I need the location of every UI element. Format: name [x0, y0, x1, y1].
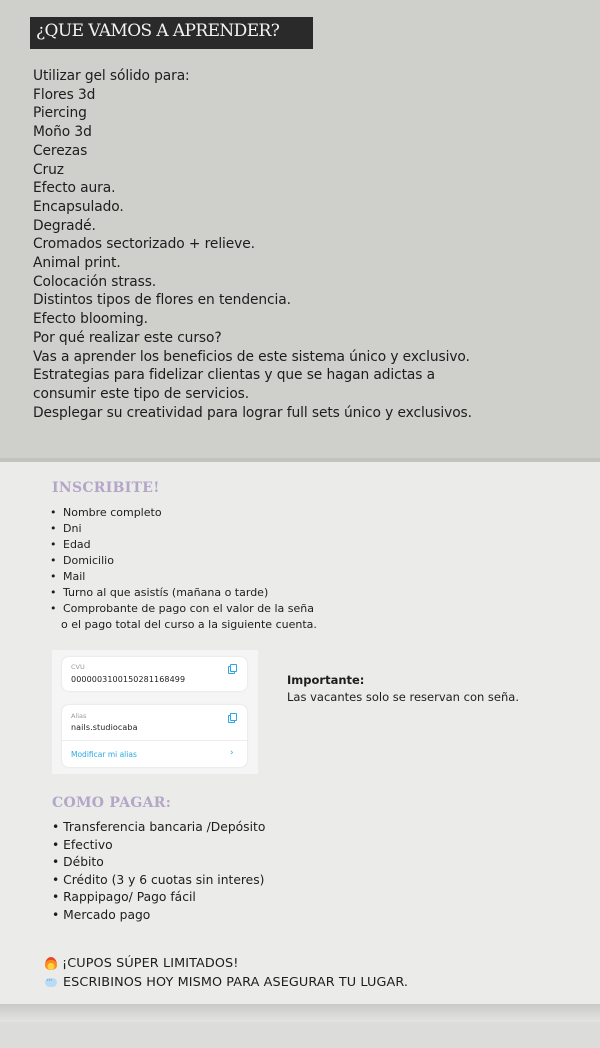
topic-line: Efecto aura.	[33, 180, 116, 197]
list-item-text: Mail	[63, 570, 86, 583]
chevron-right-icon[interactable]: ›	[230, 748, 234, 758]
bullet-icon: •	[50, 554, 57, 567]
speech-bubble-icon	[45, 978, 57, 987]
topic-line: Cerezas	[33, 142, 88, 159]
topic-line: Cruz	[33, 161, 64, 178]
topic-line: consumir este tipo de servicios.	[33, 385, 250, 402]
topic-line: Utilizar gel sólido para:	[33, 68, 190, 84]
important-title: Importante:	[287, 673, 365, 687]
topic-line: Animal print.	[33, 255, 121, 272]
topic-line: Degradé.	[33, 217, 96, 234]
alias-label: Alias	[71, 712, 87, 720]
cta-line	[45, 954, 408, 973]
topic-line: Por qué realizar este curso?	[33, 329, 222, 346]
modify-alias-link[interactable]: Modificar mi alias	[71, 750, 137, 759]
inscribite-heading: INSCRIBITE!	[52, 480, 160, 496]
footer-strip	[0, 1022, 600, 1048]
list-item: • Crédito (3 y 6 cuotas sin interes)	[52, 872, 265, 887]
alias-value: nails.studiocaba	[71, 723, 138, 732]
bullet-icon: •	[50, 538, 57, 551]
topic-line: Flores 3d	[33, 86, 96, 103]
topic-line: Cromados sectorizado + relieve.	[33, 236, 255, 253]
list-item-text: Turno al que asistís (mañana o tarde)	[63, 586, 269, 599]
list-item-text: Domicilio	[63, 554, 114, 567]
list-item	[50, 505, 317, 521]
list-item: • Mercado pago	[52, 907, 151, 922]
list-item-text: Dni	[63, 522, 82, 535]
topic-line: Piercing	[33, 105, 87, 122]
cta-text: ESCRIBINOS HOY MISMO PARA ASEGURAR TU LUGAR.	[63, 975, 409, 990]
list-item-text: Edad	[63, 538, 91, 551]
cvu-card	[62, 657, 247, 691]
topic-line: Moño 3d	[33, 124, 92, 141]
topic-line: Distintos tipos de flores en tendencia.	[33, 292, 291, 309]
cta-text: ¡CUPOS SÚPER LIMITADOS!	[62, 956, 239, 971]
list-item	[50, 537, 317, 553]
topic-line: Vas a aprender los beneficios de este sistema único y exclusivo.	[33, 348, 470, 365]
cta-line	[45, 973, 408, 992]
list-item	[50, 585, 317, 601]
list-item: • Débito	[52, 855, 104, 870]
cvu-label: CVU	[71, 663, 85, 671]
list-item	[50, 553, 317, 569]
inscribite-list	[50, 505, 317, 633]
copy-icon[interactable]	[228, 713, 236, 722]
payment-list	[52, 819, 265, 925]
list-item-text: Comprobante de pago con el valor de la seña	[63, 602, 314, 615]
list-item	[50, 521, 317, 537]
topic-line: Encapsulado.	[33, 198, 124, 215]
important-text: Las vacantes solo se reservan con seña.	[287, 690, 519, 704]
cvu-value: 0000003100150281168499	[71, 675, 186, 684]
payment-heading: COMO PAGAR:	[52, 795, 172, 811]
bullet-icon: •	[50, 522, 57, 535]
page-title: ¿QUE VAMOS A APRENDER?	[36, 21, 280, 41]
list-item: • Transferencia bancaria /Depósito	[52, 820, 266, 834]
topic-line: Efecto blooming.	[33, 311, 148, 328]
bullet-icon: •	[50, 506, 57, 519]
list-item: • Rappipago/ Pago fácil	[52, 890, 196, 905]
list-item-text: Nombre completo	[63, 506, 162, 519]
call-to-action	[45, 954, 408, 992]
topics-list	[33, 67, 472, 422]
bullet-icon: •	[50, 602, 57, 615]
list-item-continuation: o el pago total del curso a la siguiente cuenta.	[61, 618, 317, 631]
card-divider	[62, 740, 247, 741]
bullet-icon: •	[50, 586, 57, 599]
topic-line: Colocación strass.	[33, 273, 157, 290]
topic-line: Estrategias para fidelizar clientas y que se hagan adictas a	[33, 367, 436, 384]
topic-line: Desplegar su creatividad para lograr full sets único y exclusivos.	[33, 404, 472, 421]
bullet-icon: •	[50, 570, 57, 583]
list-item	[50, 569, 317, 585]
fire-icon	[45, 957, 57, 970]
list-item	[50, 601, 317, 617]
footer-shadow	[0, 1004, 600, 1024]
copy-icon[interactable]	[228, 664, 236, 673]
list-item: • Efectivo	[52, 837, 113, 852]
